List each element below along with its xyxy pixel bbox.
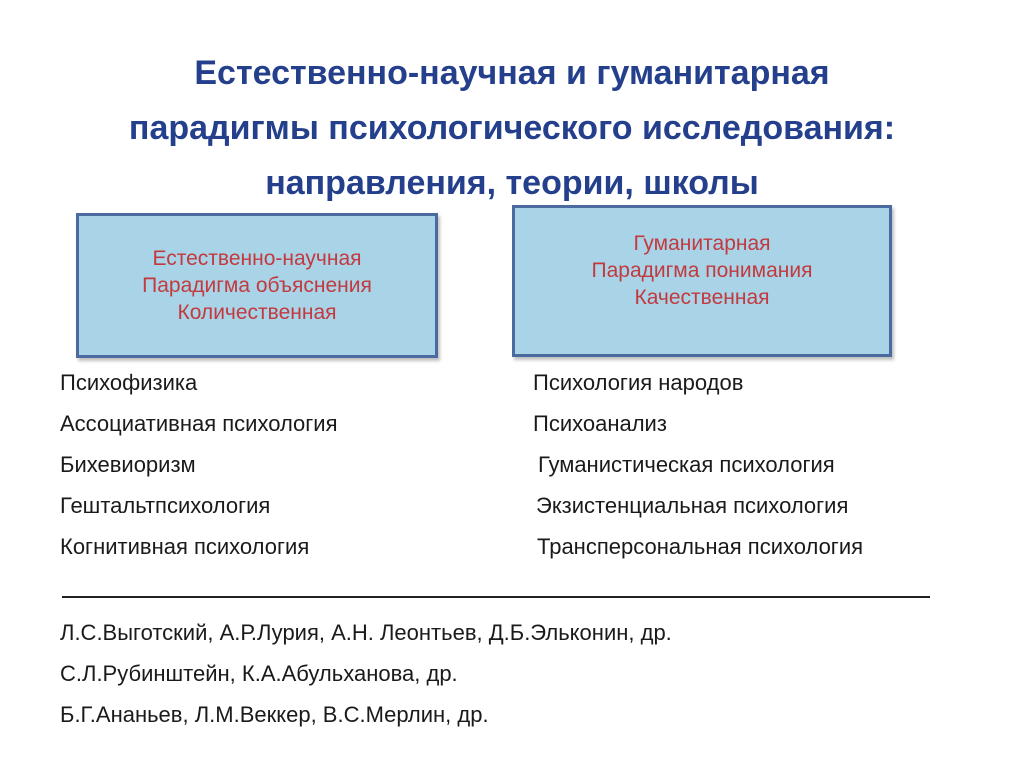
authors-line: С.Л.Рубинштейн, К.А.Абульханова, др. — [60, 661, 458, 686]
slide-title-line-3: направления, теории, школы — [265, 164, 759, 202]
slide-title-line-2: парадигмы психологического исследования: — [128, 109, 896, 147]
list-item: Психофизика — [60, 370, 198, 395]
list-item: Бихевиоризм — [60, 452, 196, 477]
natural-paradigm-type: Парадигма объяснения — [142, 274, 372, 297]
natural-paradigm-method: Количественная — [177, 301, 337, 324]
natural-schools-list — [60, 362, 338, 567]
slide-title — [0, 46, 1024, 211]
list-item: Трансперсональная психология — [537, 534, 864, 559]
list-item: Экзистенциальная психология — [536, 493, 849, 518]
authors-line: Б.Г.Ананьев, Л.М.Веккер, В.С.Мерлин, др. — [60, 702, 489, 727]
humanitarian-paradigm-name: Гуманитарная — [633, 232, 771, 255]
list-item: Психология народов — [533, 370, 744, 395]
authors-list — [60, 612, 672, 735]
authors-line: Л.С.Выготский, А.Р.Лурия, А.Н. Леонтьев, Д.Б.Эльконин, др. — [60, 620, 672, 645]
humanitarian-paradigm-box — [512, 205, 892, 357]
list-item: Ассоциативная психология — [60, 411, 338, 436]
humanitarian-paradigm-type: Парадигма понимания — [591, 259, 813, 282]
natural-science-paradigm-box — [76, 213, 438, 358]
divider-line — [62, 596, 930, 598]
humanitarian-schools-list — [533, 362, 863, 567]
list-item: Когнитивная психология — [60, 534, 310, 559]
natural-paradigm-name: Естественно-научная — [152, 247, 362, 270]
list-item: Гуманистическая психология — [538, 452, 835, 477]
slide-title-line-1: Естественно-научная и гуманитарная — [194, 54, 830, 92]
list-item: Гештальтпсихология — [60, 493, 271, 518]
humanitarian-paradigm-method: Качественная — [634, 286, 770, 309]
list-item: Психоанализ — [533, 411, 667, 436]
